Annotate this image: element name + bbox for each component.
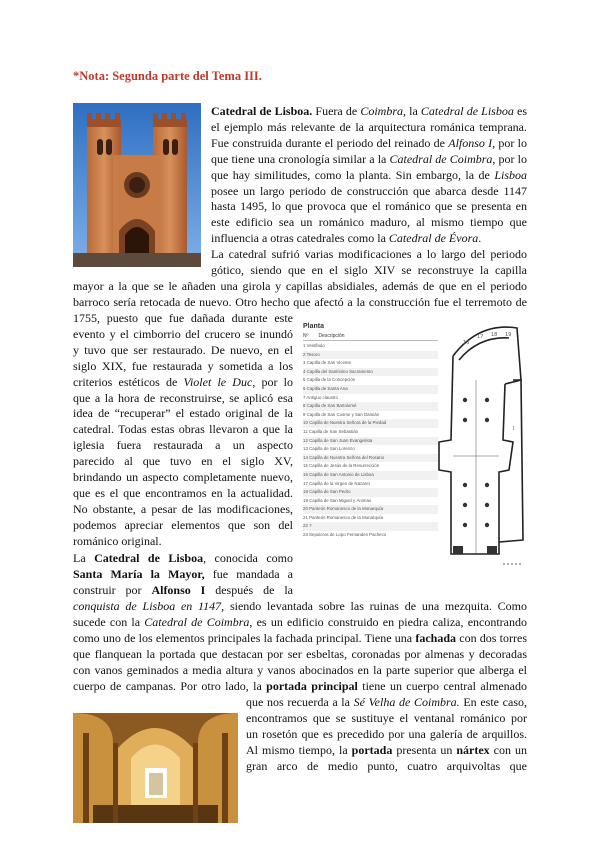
line: sucede con la Catedral de Coimbra, es un edificio construido en piedra caliza, encontrando xyxy=(73,614,527,629)
line: iglesia fuera restaurada a un aspecto xyxy=(73,438,293,453)
plan-legend-row: 20 Panteón Romanesco de la Monarquía xyxy=(303,505,438,514)
line: un rosetón que es precedido por una galería de arquillos. xyxy=(246,726,527,741)
line: que flanquean la portada que destacan por ser esbeltas, coronadas por almenas y decoradas xyxy=(73,646,527,661)
plan-legend-row: 19 Capilla de San Miguel y Ánimas xyxy=(303,497,372,503)
paragraph-modifications-start xyxy=(211,247,527,279)
line: el ejemplo más relevante de la arquitectura románica temprana. xyxy=(211,119,527,134)
plan-legend-title: Planta xyxy=(303,323,325,330)
line: criterios estéticos de Violet le Duc, por lo xyxy=(73,374,294,389)
plan-legend-row: 8 Capilla de San Bartolomé xyxy=(303,402,438,411)
line: catedral. Todas estas obras llevaron a que la xyxy=(73,422,293,437)
plan-legend-row: 21 Panteón Romanesco de la Monarquía xyxy=(303,514,384,520)
paragraph-intro xyxy=(211,104,527,247)
cathedral-interior-photo xyxy=(73,713,238,823)
plan-legend-rows xyxy=(303,342,438,540)
line: Fue construida durante el periodo del reinado de Alfonso I, por lo xyxy=(211,135,527,150)
plan-legend-row: 12 Capilla de San Juan Evangelista xyxy=(303,437,438,446)
svg-text:I: I xyxy=(513,426,515,432)
line: mayor a la que se le añaden una girola y capillas absidiales, además de que en el periodo xyxy=(73,279,527,293)
plan-legend-row: 9 Capilla de San Cosme y San Damián xyxy=(303,411,380,417)
plan-legend-col-desc: Descripción xyxy=(318,333,345,339)
plan-legend-row: 7 Antiguo claustro xyxy=(303,394,338,400)
line: y tuvo que ser restaurado. De nuevo, en el xyxy=(73,342,293,357)
line: 1755, puesto que fue dañada durante este xyxy=(73,311,293,325)
line: La Catedral de Lisboa, conocida como xyxy=(73,551,293,565)
line: Catedral de Lisboa. Fuera de Coimbra, la Catedral de Lisboa es xyxy=(211,104,527,118)
line: siglo XIX, fue restaurada y sometida a los xyxy=(73,358,293,373)
paragraph-description-column xyxy=(73,551,293,599)
line: este edificio sea un románico maduro, al mismo tiempo que xyxy=(211,215,527,230)
line: románico original. xyxy=(73,533,162,548)
line: posee un largo periodo de construcción que abarca desde 1147 xyxy=(211,183,527,198)
plan-legend-row: 17 Capilla de la Virgen de Nazaret xyxy=(303,480,370,486)
paragraph-modifications-full xyxy=(73,279,527,311)
line: barroco sería retocada de nuevo. Otro hecho que afectó a la construcción fue el terremoto de xyxy=(73,294,527,309)
plan-legend-row: 16 Capilla de San Antonio de Lisboa xyxy=(303,471,438,480)
line: brindando un aspecto completamente nuevo, xyxy=(73,470,293,485)
plan-legend-header xyxy=(303,333,438,341)
plan-legend-row: 23 Sepulcros de Lopo Fernandes Pacheco xyxy=(303,532,387,538)
plan-legend-row: 1 Vestíbulo xyxy=(303,343,325,348)
svg-text:19: 19 xyxy=(505,332,512,338)
line: que nos recuerda a la Sé Velha de Coimbra. En este caso, xyxy=(246,695,528,709)
line: podemos apreciar elementos que son del xyxy=(73,517,293,532)
plan-legend-row: 13 Capilla de San Lorenzo xyxy=(303,446,355,452)
line: con vanos geminados a media altura y vanos abocinados en la parte superior que alberga el xyxy=(73,662,527,677)
line: Santa María la Mayor, fue mandada a xyxy=(73,566,293,581)
line: gótico, siendo que en el siglo XIV se reconstruye la capilla xyxy=(211,262,527,277)
line: como uno de los elementos principales la fachada principal. Tiene una fachada con dos torres xyxy=(73,630,527,645)
line: conquista de Lisboa en 1147, siendo levantada sobre las ruinas de una mezquita. Como xyxy=(73,599,527,613)
line: que es el que encontramos en la actualidad. xyxy=(73,485,293,500)
line: influencia a otras catedrales como la Catedral de Évora. xyxy=(211,231,482,246)
line: que tiene una cronología similar a la Catedral de Coimbra, por lo xyxy=(211,151,527,166)
note-heading: *Nota: Segunda parte del Tema III. xyxy=(73,69,262,83)
plan-legend-row: 11 Capilla de San Sebastián xyxy=(303,428,359,434)
line: que hay similitudes, como la planta. Sin embargo, la de Lisboa xyxy=(211,167,527,182)
svg-text:18: 18 xyxy=(491,332,498,338)
svg-text:16: 16 xyxy=(463,340,470,346)
plan-legend xyxy=(303,323,438,540)
plan-legend-row: 22 ? xyxy=(303,522,438,531)
plan-legend-row: 18 Capilla de San Pedro xyxy=(303,488,438,497)
line: cuerpo de campanas. Por otro lado, la portada principal tiene un cuerpo central almenado xyxy=(73,678,527,693)
line: que a la hora de reconstruirse, se aplicó esa xyxy=(73,390,293,405)
line: hasta 1495, lo que provoca que el románico que se presenta en xyxy=(211,199,527,214)
paragraph-modifications-column xyxy=(73,311,293,550)
line: evento y el cimborrio del crucero se inundó xyxy=(73,326,293,341)
line: parecido al que tuvo en el siglo XV, xyxy=(73,454,293,469)
line: La catedral sufrió varias modificaciones a lo largo del periodo xyxy=(211,247,527,261)
plan-legend-row: 4 Capilla del Santísimo Sacramento xyxy=(303,368,438,377)
line: construir por Alfonso I después de la xyxy=(73,582,293,597)
line: encontramos que se sustituye el ventanal románico por xyxy=(246,710,527,725)
plan-legend-row: 6 Capilla de Santa Ana xyxy=(303,385,438,394)
paragraph-description-right xyxy=(246,695,527,775)
plan-legend-row: 2 Tesoro xyxy=(303,351,438,360)
line: idea de “recuperar” el estado original de la xyxy=(73,406,293,421)
floor-plan-drawing xyxy=(433,320,525,572)
line: gran arco de medio punto, cuatro arquivoltas que xyxy=(246,758,527,773)
line: No obstante, a pesar de las modificaciones, xyxy=(73,501,293,516)
cathedral-facade-photo xyxy=(73,103,201,267)
plan-legend-row: 14 Capilla de Nuestra Señora del Rosario xyxy=(303,454,438,463)
plan-legend-row: 10 Capilla de Nuestra Señora de la Piedad xyxy=(303,419,438,428)
plan-legend-row: 3 Capilla de San Vicente xyxy=(303,360,352,366)
line: Al mismo tiempo, la portada presenta un nártex con un xyxy=(246,742,527,757)
plan-legend-row: 5 Capilla de la Concepción xyxy=(303,377,356,383)
svg-text:17: 17 xyxy=(477,334,484,340)
paragraph-description-full xyxy=(73,599,527,694)
plan-legend-col-no: Nº xyxy=(303,333,309,339)
plan-legend-row: 15 Capilla de Jesús de la Resurrección xyxy=(303,463,380,469)
